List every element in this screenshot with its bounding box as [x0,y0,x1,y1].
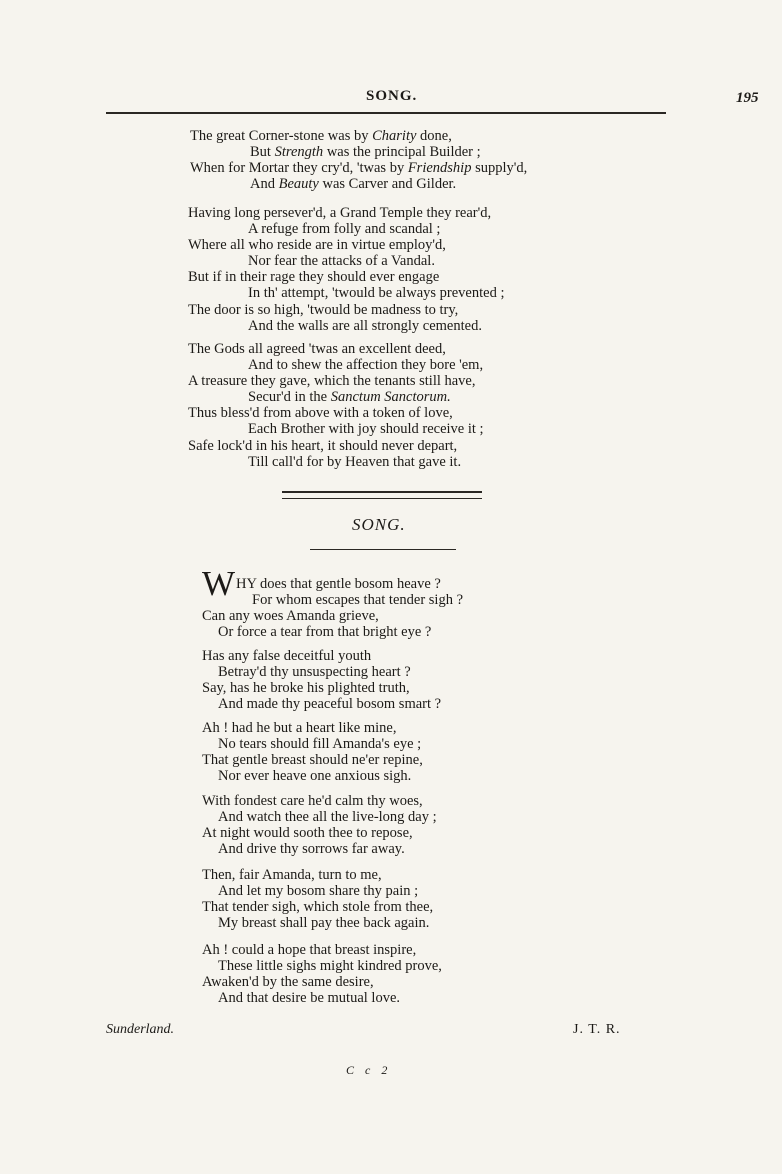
song1-line: Till call'd for by Heaven that gave it. [248,453,462,470]
song2-line: And made thy peaceful bosom smart ? [218,696,442,713]
song2-line: And let my bosom share thy pain ; [218,883,419,900]
song2-line: No tears should fill Amanda's eye ; [218,736,422,753]
song2-line: And drive thy sorrows far away. [218,841,405,858]
song2-line: My breast shall pay thee back again. [218,915,430,932]
song2-line: Ah ! could a hope that breast inspire, [202,942,417,958]
song1-line: And to shew the affection they bore 'em, [248,357,484,374]
song2-line: Say, has he broke his plighted truth, [202,680,410,697]
song2-line: That gentle breast should ne'er repine, [202,752,423,769]
song2-line: Nor ever heave one anxious sigh. [218,768,412,785]
song1-stanza-1 [190,128,527,192]
song2-line: Betray'd thy unsuspecting heart ? [218,664,411,681]
place-signature: Sunderland. [106,1022,175,1037]
header-rule [106,112,666,114]
song1-line: A treasure they gave, which the tenants still have, [188,373,476,390]
song2-title: SONG. [352,515,406,534]
song1-line: Each Brother with joy should receive it ; [248,421,484,438]
song1-stanza-2 [188,205,505,334]
song2-line: Awaken'd by the same desire, [202,974,374,991]
running-head [0,88,782,108]
song2-line: Has any false deceitful youth [202,648,372,664]
song2-stanza-1 [202,576,463,640]
song1-line: But if in their rage they should ever engage [188,269,440,286]
title-rule [310,549,456,550]
song2-stanza-5 [202,867,433,931]
song2-line: Ah ! had he but a heart like mine, [202,720,397,736]
running-head-title: SONG. [366,88,418,104]
song1-line: And Beauty was Carver and Gilder. [250,176,457,193]
song1-line: But Strength was the principal Builder ; [250,144,481,161]
song1-line: A refuge from folly and scandal ; [248,221,441,238]
song2-line: HY does that gentle bosom heave ? [236,576,441,592]
ornamental-rule [282,491,482,499]
song2-line: Or force a tear from that bright eye ? [218,624,432,641]
song1-stanza-3 [188,341,484,470]
song2-stanza-3 [202,720,423,784]
song1-line: The Gods all agreed 'twas an excellent deed, [188,341,446,357]
song1-line: Where all who reside are in virtue employ'd, [188,237,446,254]
song2-line: At night would sooth thee to repose, [202,825,413,842]
song2-line: With fondest care he'd calm thy woes, [202,793,423,809]
song1-line: When for Mortar they cry'd, 'twas by Friendship supply'd, [190,160,528,177]
song1-line: The door is so high, 'twould be madness to try, [188,301,459,318]
song2-stanza-6 [202,942,442,1006]
song2-stanza-4 [202,793,437,857]
song1-line: Secur'd in the Sanctum Sanctorum. [248,389,451,406]
song2-stanza-2 [202,648,441,712]
song1-line: Nor fear the attacks of a Vandal. [248,253,435,270]
song1-line: In th' attempt, 'twould be always prevented ; [248,285,505,302]
author-initials: J. T. R. [573,1022,621,1037]
printer-signature-mark: C c 2 [346,1063,392,1077]
drop-cap: W [202,564,236,603]
song1-line: And the walls are all strongly cemented. [248,317,482,334]
song2-line: And that desire be mutual love. [218,990,401,1007]
song1-line: The great Corner-stone was by Charity done, [190,128,452,144]
song2-line: And watch thee all the live-long day ; [218,809,437,826]
song2-line: Can any woes Amanda grieve, [202,608,379,625]
song1-line: Having long persever'd, a Grand Temple they rear'd, [188,205,492,221]
song2-line: These little sighs might kindred prove, [218,958,442,975]
song2-line: Then, fair Amanda, turn to me, [202,867,382,883]
song1-line: Safe lock'd in his heart, it should never depart, [188,437,458,454]
page-number: 195 [736,90,759,106]
song2-line: For whom escapes that tender sigh ? [252,592,464,609]
song1-line: Thus bless'd from above with a token of love, [188,405,453,422]
song2-line: That tender sigh, which stole from thee, [202,899,434,916]
